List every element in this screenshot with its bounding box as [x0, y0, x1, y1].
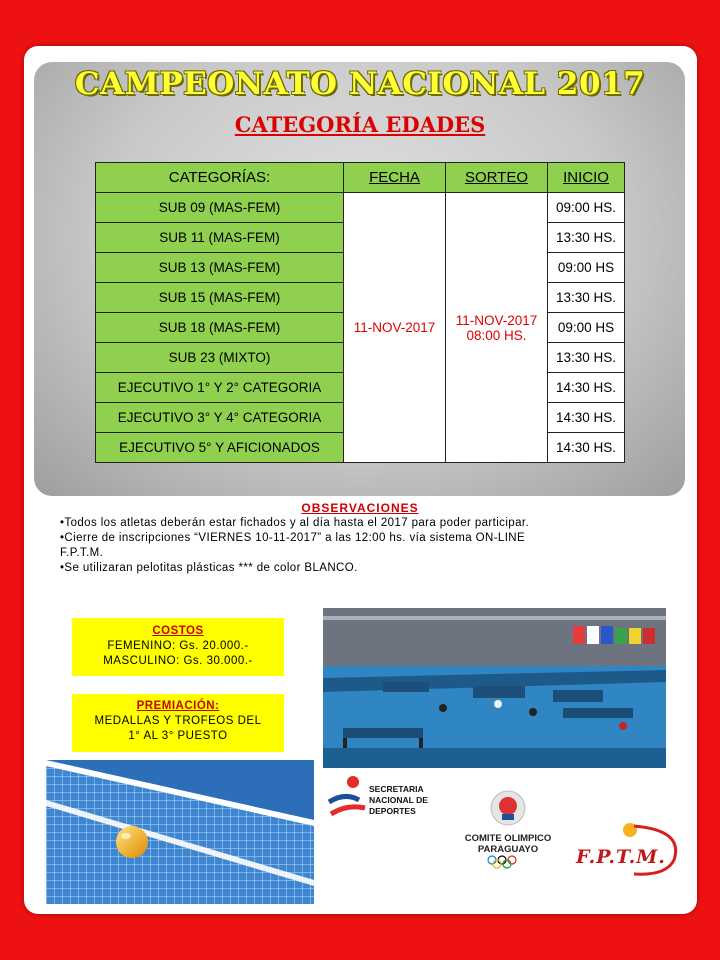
time-cell: 13:30 HS. — [548, 283, 625, 313]
page-subtitle: CATEGORÍA EDADES — [234, 112, 486, 137]
date-cell: 11-NOV-2017 — [344, 193, 446, 463]
cop-line: PARAGUAYO — [477, 844, 539, 855]
category-cell: SUB 13 (MAS-FEM) — [96, 253, 344, 283]
category-cell: EJECUTIVO 5° Y AFICIONADOS — [96, 433, 344, 463]
draw-date: 11-NOV-2017 — [455, 312, 538, 328]
snd-line: SECRETARIA — [369, 784, 424, 794]
cop-line: COMITE OLIMPICO — [464, 833, 552, 844]
olympic-rings-icon — [483, 855, 533, 869]
category-cell: SUB 18 (MAS-FEM) — [96, 313, 344, 343]
time-cell: 14:30 HS. — [548, 373, 625, 403]
header-date: FECHA — [344, 163, 446, 193]
table-row — [96, 193, 625, 223]
draw-time: 08:00 HS. — [466, 327, 527, 343]
snd-emblem-icon — [325, 774, 369, 822]
page-title: CAMPEONATO NACIONAL 2017 — [74, 66, 646, 102]
awards-line: MEDALLAS Y TROFEOS DEL — [94, 715, 262, 727]
costs-title: COSTOS — [152, 625, 204, 637]
ball-icon — [116, 826, 148, 858]
fptm-logo — [574, 820, 686, 880]
header-categories: CATEGORÍAS: — [96, 163, 344, 193]
observations-list — [60, 516, 660, 576]
header-draw: SORTEO — [446, 163, 548, 193]
cost-male: MASCULINO: Gs. 30.000.- — [103, 655, 253, 667]
table-closeup-illustration — [46, 760, 314, 904]
category-cell: EJECUTIVO 1° Y 2° CATEGORIA — [96, 373, 344, 403]
venue-illustration — [323, 608, 666, 768]
awards-title: PREMIACIÓN: — [136, 700, 220, 712]
time-cell: 13:30 HS. — [548, 223, 625, 253]
observation-item: •Cierre de inscripciones “VIERNES 10-11-2017” a las 12:00 hs. vía sistema ON-LINE — [60, 532, 526, 544]
observation-item: •Se utilizaran pelotitas plásticas *** de color BLANCO. — [60, 562, 358, 574]
time-cell: 09:00 HS — [548, 313, 625, 343]
time-cell: 14:30 HS. — [548, 403, 625, 433]
time-cell: 14:30 HS. — [548, 433, 625, 463]
time-cell: 13:30 HS. — [548, 343, 625, 373]
draw-cell — [446, 193, 548, 463]
category-cell: SUB 23 (MIXTO) — [96, 343, 344, 373]
category-cell: SUB 15 (MAS-FEM) — [96, 283, 344, 313]
venue-photo — [323, 608, 666, 768]
category-cell: SUB 09 (MAS-FEM) — [96, 193, 344, 223]
observations-title: OBSERVACIONES — [301, 501, 419, 515]
costs-box — [72, 618, 284, 676]
time-cell: 09:00 HS. — [548, 193, 625, 223]
awards-line: 1° AL 3° PUESTO — [128, 730, 228, 742]
category-cell: SUB 11 (MAS-FEM) — [96, 223, 344, 253]
header-start: INICIO — [548, 163, 625, 193]
snd-logo — [325, 774, 445, 824]
awards-box — [72, 694, 284, 752]
observation-item: •Todos los atletas deberán estar fichados y al día hasta el 2017 para poder participar. — [60, 517, 530, 529]
time-cell: 09:00 HS — [548, 253, 625, 283]
fptm-text: F.P.T.M. — [576, 846, 666, 868]
table-header-row — [96, 163, 625, 193]
table-closeup-image — [46, 760, 314, 904]
snd-line: NACIONAL DE — [369, 795, 428, 805]
category-cell: EJECUTIVO 3° Y 4° CATEGORIA — [96, 403, 344, 433]
schedule-table — [95, 162, 625, 463]
lion-emblem-icon — [488, 788, 528, 828]
observation-item: F.P.T.M. — [60, 547, 104, 559]
cop-logo — [450, 788, 566, 872]
snd-line: DEPORTES — [369, 806, 416, 816]
cost-female: FEMENINO: Gs. 20.000.- — [107, 640, 249, 652]
